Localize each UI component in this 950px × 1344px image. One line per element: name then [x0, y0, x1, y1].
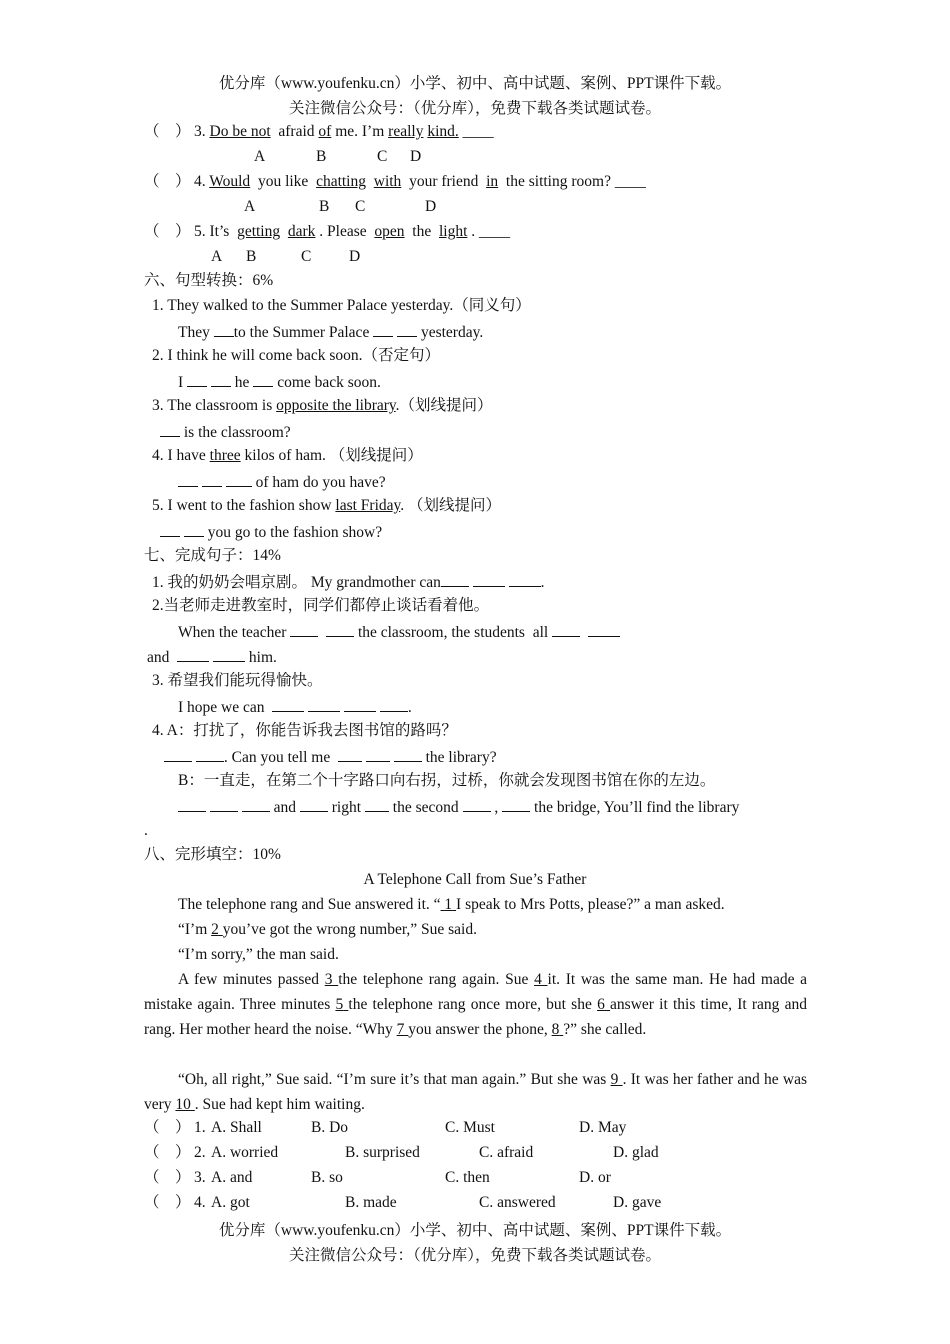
answer-paren: （ ）	[144, 1144, 191, 1161]
s7-q1: 1. 我的奶奶会唱京剧。 My grandmother can .	[152, 571, 545, 593]
option-letter: B	[316, 148, 327, 165]
s6-a3: is the classroom?	[160, 421, 291, 443]
s7-q2-b: and him.	[147, 646, 277, 668]
section-8-title: 八、完形填空：10%	[144, 846, 281, 863]
option-b: B. so	[311, 1169, 343, 1186]
option-letter: A	[211, 248, 223, 265]
s6-a1: They to the Summer Palace yesterday.	[178, 321, 483, 343]
s6-a5: you go to the fashion show?	[160, 521, 382, 543]
passage-p4: A few minutes passed 3 the telephone rang again. Sue 4 it. It was the same man. He had made a mistake again. Three minutes 5 the telephone rang once more, but she 6 answer it this time, It rang and rang. Her mother heard the noise. “Why 7 you answer the phone, 8 ?” she called.	[144, 971, 808, 1038]
header-line-2: 关注微信公众号：（优分库），免费下载各类试题试卷。	[288, 100, 661, 117]
option-c: C. afraid	[479, 1144, 534, 1161]
option-letter: C	[377, 148, 388, 165]
footer-line-1: 优分库（www.youfenku.cn）小学、初中、高中试题、案例、PPT课件下载。	[218, 1222, 732, 1239]
option-c: C. answered	[479, 1194, 556, 1211]
choice-num: 1.	[194, 1119, 206, 1136]
answer-paren: （ ）	[144, 123, 191, 140]
s7-q4-dot: .	[144, 822, 148, 839]
passage-p2: “I’m 2 you’ve got the wrong number,” Sue said.	[178, 921, 477, 938]
s6-a4: of ham do you have?	[178, 471, 386, 493]
s6-q2: 2. I think he will come back soon.（否定句）	[152, 347, 440, 364]
option-letter: A	[254, 148, 266, 165]
option-a: A. and	[211, 1169, 253, 1186]
section-6-title: 六、句型转换：6%	[144, 272, 274, 289]
s7-q3-cn: 3. 希望我们能玩得愉快。	[152, 672, 323, 689]
option-d: D. gave	[613, 1194, 662, 1211]
s7-q3-a: I hope we can .	[178, 696, 412, 718]
question-text: 5. It’s getting dark . Please open the light . ____	[194, 223, 511, 240]
option-letter: C	[355, 198, 366, 215]
choice-num: 2.	[194, 1144, 206, 1161]
option-c: C. then	[445, 1169, 490, 1186]
s7-q4-a: . Can you tell me the library?	[164, 746, 497, 768]
answer-paren: （ ）	[144, 173, 191, 190]
s6-a2: I he come back soon.	[178, 371, 381, 393]
option-letter: B	[246, 248, 257, 265]
option-b: B. Do	[311, 1119, 349, 1136]
passage-p5: “Oh, all right,” Sue said. “I’m sure it’s that man again.” But she was 9 . It was her father and he was very 10 . Sue had kept him waiting.	[144, 1071, 808, 1113]
answer-paren: （ ）	[144, 223, 191, 240]
s7-q2-cn: 2.当老师走进教室时，同学们都停止谈话看着他。	[152, 597, 490, 614]
question-text: 3. Do be not afraid of me. I’m really kind. ____	[194, 123, 494, 140]
option-b: B. made	[345, 1194, 397, 1211]
option-letter: C	[301, 248, 312, 265]
option-b: B. surprised	[345, 1144, 420, 1161]
choice-num: 3.	[194, 1169, 206, 1186]
option-a: A. worried	[211, 1144, 279, 1161]
s6-q3: 3. The classroom is opposite the library.（划线提问）	[152, 397, 493, 414]
s6-q5: 5. I went to the fashion show last Friday. （划线提问）	[152, 497, 502, 514]
option-a: A. got	[211, 1194, 250, 1211]
option-a: A. Shall	[211, 1119, 262, 1136]
option-letter: D	[349, 248, 361, 265]
option-c: C. Must	[445, 1119, 495, 1136]
option-d: D. May	[579, 1119, 627, 1136]
passage-title: A Telephone Call from Sue’s Father	[363, 871, 587, 888]
answer-paren: （ ）	[144, 1169, 191, 1186]
question-text: 4. Would you like chatting with your friend in the sitting room? ____	[194, 173, 646, 190]
footer-line-2: 关注微信公众号：（优分库），免费下载各类试题试卷。	[288, 1247, 661, 1264]
option-d: D. or	[579, 1169, 611, 1186]
option-letter: D	[425, 198, 437, 215]
s7-q4-b: and right the second , the bridge, You’ll find the library	[178, 796, 739, 818]
s7-q2-a: When the teacher the classroom, the students all	[178, 621, 620, 643]
option-d: D. glad	[613, 1144, 659, 1161]
choice-num: 4.	[194, 1194, 206, 1211]
option-letter: B	[319, 198, 330, 215]
answer-paren: （ ）	[144, 1194, 191, 1211]
passage-p1: The telephone rang and Sue answered it. “ 1 I speak to Mrs Potts, please?” a man asked.	[178, 896, 725, 913]
s7-q4-cn: 4. A：打扰了，你能告诉我去图书馆的路吗？	[152, 722, 457, 739]
s6-q1: 1. They walked to the Summer Palace yesterday.（同义句）	[152, 297, 531, 314]
section-7-title: 七、完成句子：14%	[144, 547, 281, 564]
header-line-1: 优分库（www.youfenku.cn）小学、初中、高中试题、案例、PPT课件下载。	[218, 75, 732, 92]
option-letter: A	[244, 198, 256, 215]
s6-q4: 4. I have three kilos of ham. （划线提问）	[152, 447, 423, 464]
option-letter: D	[410, 148, 422, 165]
s7-q4-b-cn: B：一直走，在第二个十字路口向右拐，过桥，你就会发现图书馆在你的左边。	[178, 772, 716, 789]
answer-paren: （ ）	[144, 1119, 191, 1136]
passage-p3: “I’m sorry,” the man said.	[178, 946, 339, 963]
